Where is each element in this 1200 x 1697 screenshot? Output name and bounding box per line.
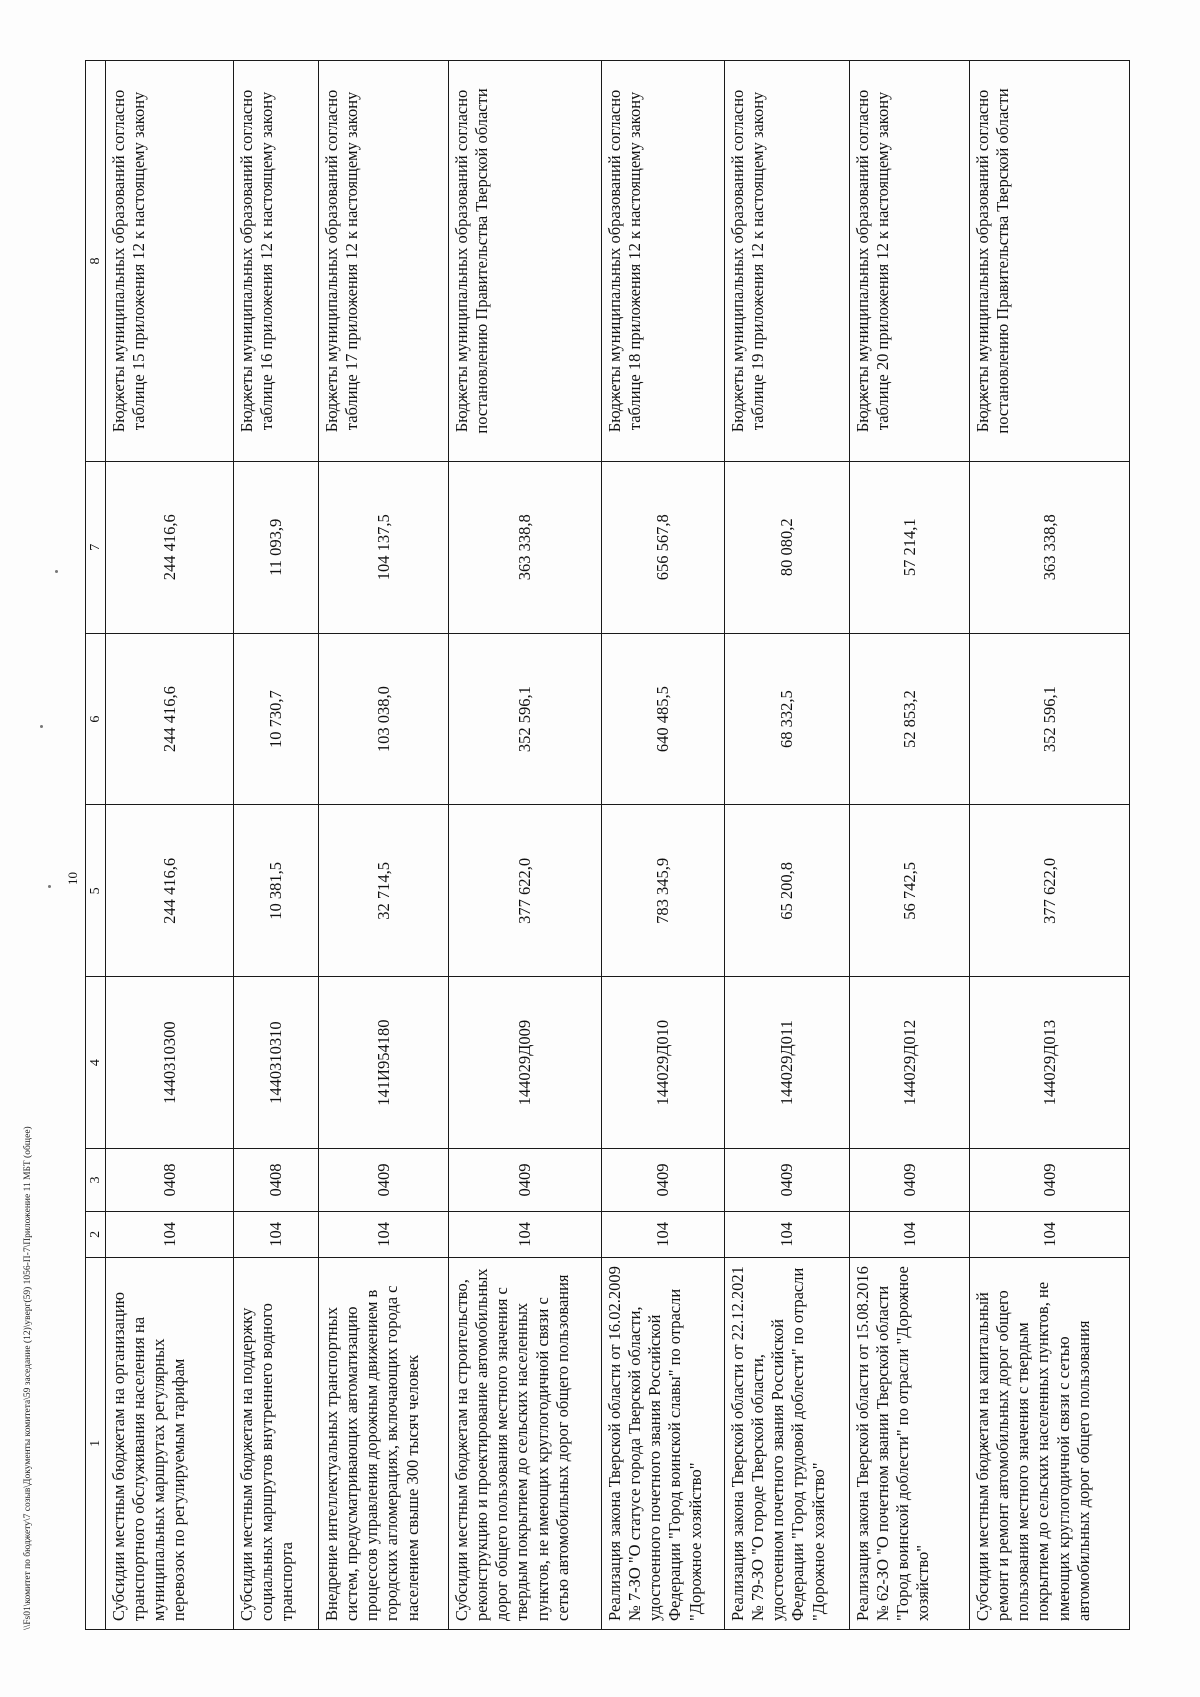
row-amount-7: 244 416,6: [106, 461, 234, 633]
row-destination: Бюджеты муниципальных образований согласно таблице 20 приложения 12 к настоящему закону: [850, 61, 970, 462]
row-description: Субсидии местным бюджетам на организацию транспортного обслуживания населения на муниципальных маршрутах регулярных перевозок по регулируемым тарифам: [106, 1257, 234, 1629]
col-header-4: 4: [86, 977, 106, 1149]
row-description: Реализация закона Тверской области от 15.08.2016 № 62-ЗО "О почетном звании Тверской области "Город воинской доблести" по отрасли "Дорожное хозяйство": [850, 1257, 970, 1629]
scan-speck: [40, 725, 43, 728]
table-row: [106, 61, 234, 1630]
row-description: Реализация закона Тверской области от 16.02.2009 № 7-ЗО "О статусе города Тверской области, удостоенного почетного звания Российской Федерации "Город воинской славы" по отрасли "Дорожное хозяйство": [602, 1257, 725, 1629]
row-description: Субсидии местным бюджетам на капитальный ремонт и ремонт автомобильных дорог общего пользования местного значения с твердым покрытием до сельских населенных пунктов, не имеющих круглогодичной связи с сетью автомобильных дорог общего пользования: [970, 1257, 1130, 1629]
subsidy-table: [85, 60, 1130, 1630]
row-amount-6: 244 416,6: [106, 633, 234, 805]
footer-file-path: \\Fs01\комитет по бюджету\7 созыв\Документы комитета\59 заседание (12)\уверг(59) 1056-П-7\Приложение 11 МБТ (общее): [23, 1126, 33, 1630]
row-amount-7: 11 093,9: [234, 461, 319, 633]
row-amount-6: 103 038,0: [319, 633, 449, 805]
row-target-code: 144029Д012: [850, 977, 970, 1149]
row-amount-6: 352 596,1: [449, 633, 602, 805]
table-row: [725, 61, 850, 1630]
row-amount-5: 32 714,5: [319, 805, 449, 977]
row-section-code: 0408: [234, 1149, 319, 1212]
row-amount-5: 10 381,5: [234, 805, 319, 977]
col-header-2: 2: [86, 1212, 106, 1258]
col-header-7: 7: [86, 461, 106, 633]
row-admin-code: 104: [970, 1212, 1130, 1258]
row-amount-5: 65 200,8: [725, 805, 850, 977]
row-section-code: 0409: [449, 1149, 602, 1212]
row-admin-code: 104: [725, 1212, 850, 1258]
row-destination: Бюджеты муниципальных образований согласно таблице 17 приложения 12 к настоящему закону: [319, 61, 449, 462]
row-admin-code: 104: [602, 1212, 725, 1258]
row-amount-7: 104 137,5: [319, 461, 449, 633]
row-section-code: 0409: [850, 1149, 970, 1212]
row-amount-6: 68 332,5: [725, 633, 850, 805]
table-row: [850, 61, 970, 1630]
row-amount-7: 363 338,8: [970, 461, 1130, 633]
header-row: [86, 61, 106, 1630]
row-section-code: 0409: [725, 1149, 850, 1212]
row-target-code: 1440310310: [234, 977, 319, 1149]
row-destination: Бюджеты муниципальных образований согласно постановлению Правительства Тверской области: [449, 61, 602, 462]
row-destination: Бюджеты муниципальных образований согласно таблице 18 приложения 12 к настоящему закону: [602, 61, 725, 462]
row-admin-code: 104: [234, 1212, 319, 1258]
row-admin-code: 104: [449, 1212, 602, 1258]
table-row: [319, 61, 449, 1630]
row-amount-6: 640 485,5: [602, 633, 725, 805]
row-amount-7: 363 338,8: [449, 461, 602, 633]
row-section-code: 0409: [970, 1149, 1130, 1212]
page-number: 10: [65, 872, 80, 885]
row-amount-6: 52 853,2: [850, 633, 970, 805]
col-header-6: 6: [86, 633, 106, 805]
row-section-code: 0409: [319, 1149, 449, 1212]
row-amount-7: 80 080,2: [725, 461, 850, 633]
row-target-code: 141И954180: [319, 977, 449, 1149]
row-amount-6: 352 596,1: [970, 633, 1130, 805]
table-row: [970, 61, 1130, 1630]
row-amount-5: 377 622,0: [970, 805, 1130, 977]
row-amount-5: 244 416,6: [106, 805, 234, 977]
row-destination: Бюджеты муниципальных образований согласно таблице 16 приложения 12 к настоящему закону: [234, 61, 319, 462]
row-admin-code: 104: [850, 1212, 970, 1258]
row-description: Внедрение интеллектуальных транспортных систем, предусматривающих автоматизацию процессов управления дорожным движением в городских агломерациях, включающих города с населением свыше 300 тысяч человек: [319, 1257, 449, 1629]
col-header-8: 8: [86, 61, 106, 462]
row-description: Реализация закона Тверской области от 22.12.2021 № 79-ЗО "О городе Тверской области, удостоенном почетного звания Российской Федерации "Город трудовой доблести" по отрасли "Дорожное хозяйство": [725, 1257, 850, 1629]
scan-speck: [48, 885, 51, 888]
row-target-code: 144029Д010: [602, 977, 725, 1149]
row-target-code: 144029Д009: [449, 977, 602, 1149]
row-target-code: 1440310300: [106, 977, 234, 1149]
row-destination: Бюджеты муниципальных образований согласно постановлению Правительства Тверской области: [970, 61, 1130, 462]
row-destination: Бюджеты муниципальных образований согласно таблице 15 приложения 12 к настоящему закону: [106, 61, 234, 462]
row-amount-5: 56 742,5: [850, 805, 970, 977]
table-row: [602, 61, 725, 1630]
table-row: [234, 61, 319, 1630]
row-section-code: 0409: [602, 1149, 725, 1212]
row-amount-6: 10 730,7: [234, 633, 319, 805]
col-header-5: 5: [86, 805, 106, 977]
table-row: [449, 61, 602, 1630]
row-amount-7: 57 214,1: [850, 461, 970, 633]
row-amount-5: 783 345,9: [602, 805, 725, 977]
row-admin-code: 104: [106, 1212, 234, 1258]
scan-speck: [55, 570, 58, 573]
col-header-3: 3: [86, 1149, 106, 1212]
row-admin-code: 104: [319, 1212, 449, 1258]
row-description: Субсидии местным бюджетам на строительство, реконструкцию и проектирование автомобильных дорог общего пользования местного значения с твердым покрытием до сельских населенных пунктов, не имеющих круглогодичной связи с сетью автомобильных дорог общего пользования: [449, 1257, 602, 1629]
row-section-code: 0408: [106, 1149, 234, 1212]
row-destination: Бюджеты муниципальных образований согласно таблице 19 приложения 12 к настоящему закону: [725, 61, 850, 462]
row-amount-5: 377 622,0: [449, 805, 602, 977]
row-target-code: 144029Д013: [970, 977, 1130, 1149]
col-header-1: 1: [86, 1257, 106, 1629]
row-target-code: 144029Д011: [725, 977, 850, 1149]
rotated-table-page: [23, 60, 1125, 1630]
row-description: Субсидии местным бюджетам на поддержку социальных маршрутов внутреннего водного транспорта: [234, 1257, 319, 1629]
row-amount-7: 656 567,8: [602, 461, 725, 633]
